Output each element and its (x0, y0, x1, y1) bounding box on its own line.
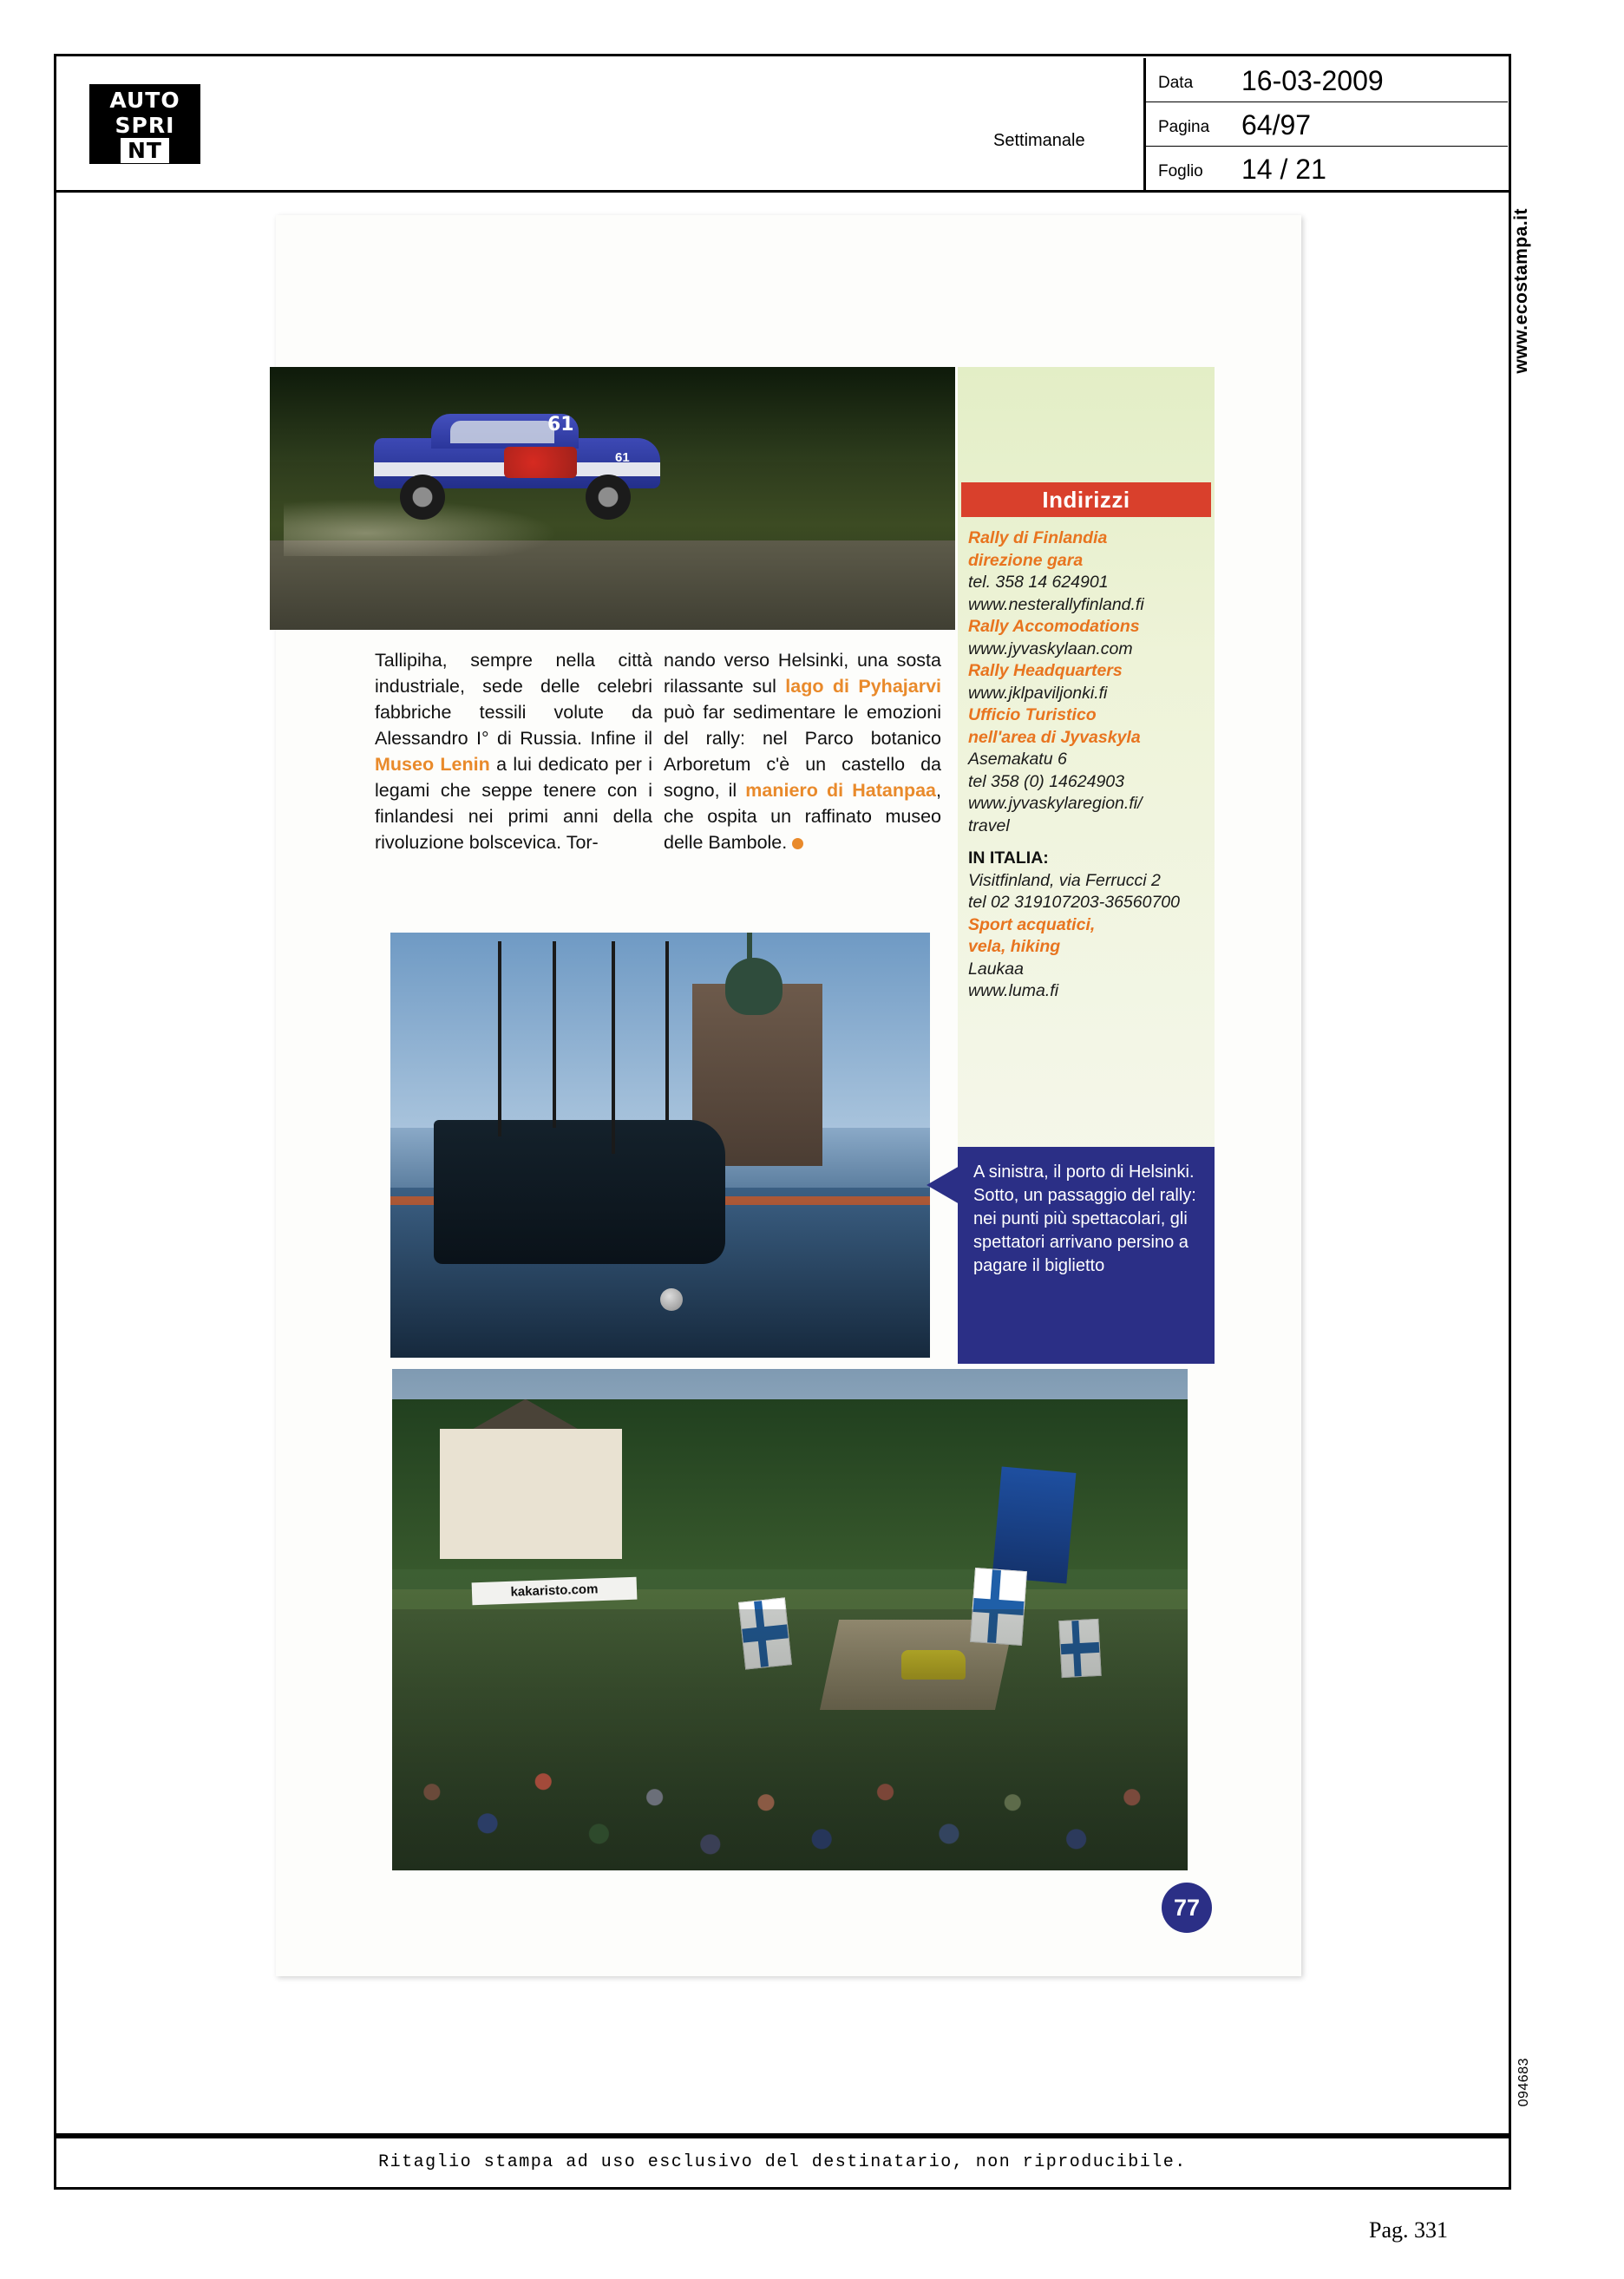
metadata-label-pagina: Pagina (1158, 118, 1210, 136)
page-folio-number: 77 (1162, 1883, 1212, 1933)
ship-mast (665, 941, 669, 1120)
address-entry: tel. 358 14 624901 (968, 573, 1109, 592)
address-entry: www.jyvaskylaregion.fi/ (968, 794, 1143, 813)
metadata-value-pagina: 64/97 (1241, 109, 1312, 141)
article-col1-text-a: Tallipiha, sempre nella città industriale, sede delle celebri fabbriche tessili volute da Alessandro I° di Russia. Infine il (375, 650, 652, 749)
harbour-church-spire (747, 933, 752, 969)
end-of-article-mark (792, 838, 803, 849)
footer-notice: Ritaglio stampa ad uso esclusivo del destinatario, non riproducibile. (378, 2152, 1187, 2172)
ecostampa-url: www.ecostampa.it (1511, 208, 1531, 374)
article-col1-highlight: Museo Lenin (375, 754, 490, 775)
crowd-house (440, 1429, 622, 1559)
address-entry: Ufficio Turistico (968, 705, 1097, 724)
car-window (450, 421, 554, 443)
rally-car-graphic (374, 409, 660, 513)
metadata-label-foglio: Foglio (1158, 162, 1203, 180)
photo-helsinki-harbour (390, 933, 930, 1358)
article-column-1 (375, 647, 652, 855)
address-entry: Rally di Finlandia (968, 528, 1108, 547)
address-entry: travel (968, 815, 1010, 835)
clipping-code: 094683 (1516, 2058, 1531, 2107)
address-entry: Asemakatu 6 (968, 750, 1067, 769)
addresses-title: Indirizzi (961, 482, 1211, 517)
article-col2-text-a: nando verso Helsinki, una sosta rilassante sul (664, 650, 941, 697)
logo-line-2: SPRI (115, 113, 175, 138)
crowd-spectators (392, 1609, 1188, 1870)
blue-flag (992, 1466, 1076, 1583)
address-entry: www.jklpaviljonki.fi (968, 683, 1108, 703)
logo-line-3: NT (121, 138, 169, 163)
address-entry: tel 358 (0) 14624903 (968, 771, 1124, 791)
ship-mast (498, 941, 501, 1136)
address-entry: Sport acquatici, (968, 914, 1096, 934)
photo-rally-car (270, 367, 955, 630)
callout-arrow-icon (927, 1166, 959, 1204)
harbour-buoy (660, 1288, 683, 1311)
article-col2-text-b: può far sedimentare le emozioni del rally: nel Parco botanico Arboretum c'è un castello da sogno, il (664, 702, 941, 801)
metadata-value-data: 16-03-2009 (1241, 65, 1384, 96)
address-entry: www.nesterallyfinland.fi (968, 594, 1144, 614)
photo-caption-callout: A sinistra, il porto di Helsinki. Sotto, un passaggio del rally: nei punti più spettacolari, gli spettatori arrivano persino a pagare il biglietto (958, 1147, 1215, 1364)
address-entry: direzione gara (968, 550, 1084, 570)
car-number-roof: 61 (547, 414, 574, 435)
address-entry: www.luma.fi (968, 981, 1059, 1000)
article-col1-text-b: a lui dedicato per i legami che seppe tenere con i finlandesi nei primi anni della rivoluzione bolscevica. Tor- (375, 754, 652, 853)
trackside-banner: kakaristo.com (471, 1576, 637, 1605)
car-number-side: 61 (615, 450, 630, 465)
address-entry: vela, hiking (968, 937, 1061, 956)
car-wheel-rear (586, 475, 631, 520)
metadata-value-foglio: 14 / 21 (1241, 154, 1326, 185)
harbour-church-dome (725, 958, 783, 1015)
harbour-ship (434, 1120, 725, 1265)
article-column-2 (664, 647, 941, 855)
metadata-label-data: Data (1158, 74, 1194, 92)
address-entry: IN ITALIA: (968, 848, 1049, 868)
ship-mast (612, 941, 615, 1154)
car-wheel-front (400, 475, 445, 520)
address-entry: Rally Accomodations (968, 617, 1140, 636)
article-col2-text-c: , che ospita un raffinato museo delle Bambole. (664, 780, 941, 853)
frequency-label: Settimanale (993, 131, 1085, 150)
ship-mast (553, 941, 556, 1129)
photo-rally-crowd (392, 1369, 1188, 1870)
harbour-sky (390, 933, 930, 1128)
address-entry: Laukaa (968, 959, 1024, 979)
address-entry: tel 02 319107203-36560700 (968, 893, 1180, 912)
address-entry: Visitfinland, via Ferrucci 2 (968, 870, 1161, 890)
car-sponsor-logo (504, 447, 577, 478)
document-page-label: Pag. 331 (1369, 2217, 1448, 2243)
article-col2-highlight-2: maniero di Hatanpaa (745, 780, 937, 801)
address-entry: www.jyvaskylaan.com (968, 639, 1133, 658)
address-entry: Rally Headquarters (968, 661, 1123, 680)
addresses-list (968, 527, 1220, 1003)
address-entry: nell'area di Jyvaskyla (968, 727, 1141, 747)
logo-line-1: AUTO (109, 88, 180, 113)
article-col2-highlight-1: lago di Pyhajarvi (785, 676, 941, 697)
clipping-footer (54, 2136, 1511, 2190)
